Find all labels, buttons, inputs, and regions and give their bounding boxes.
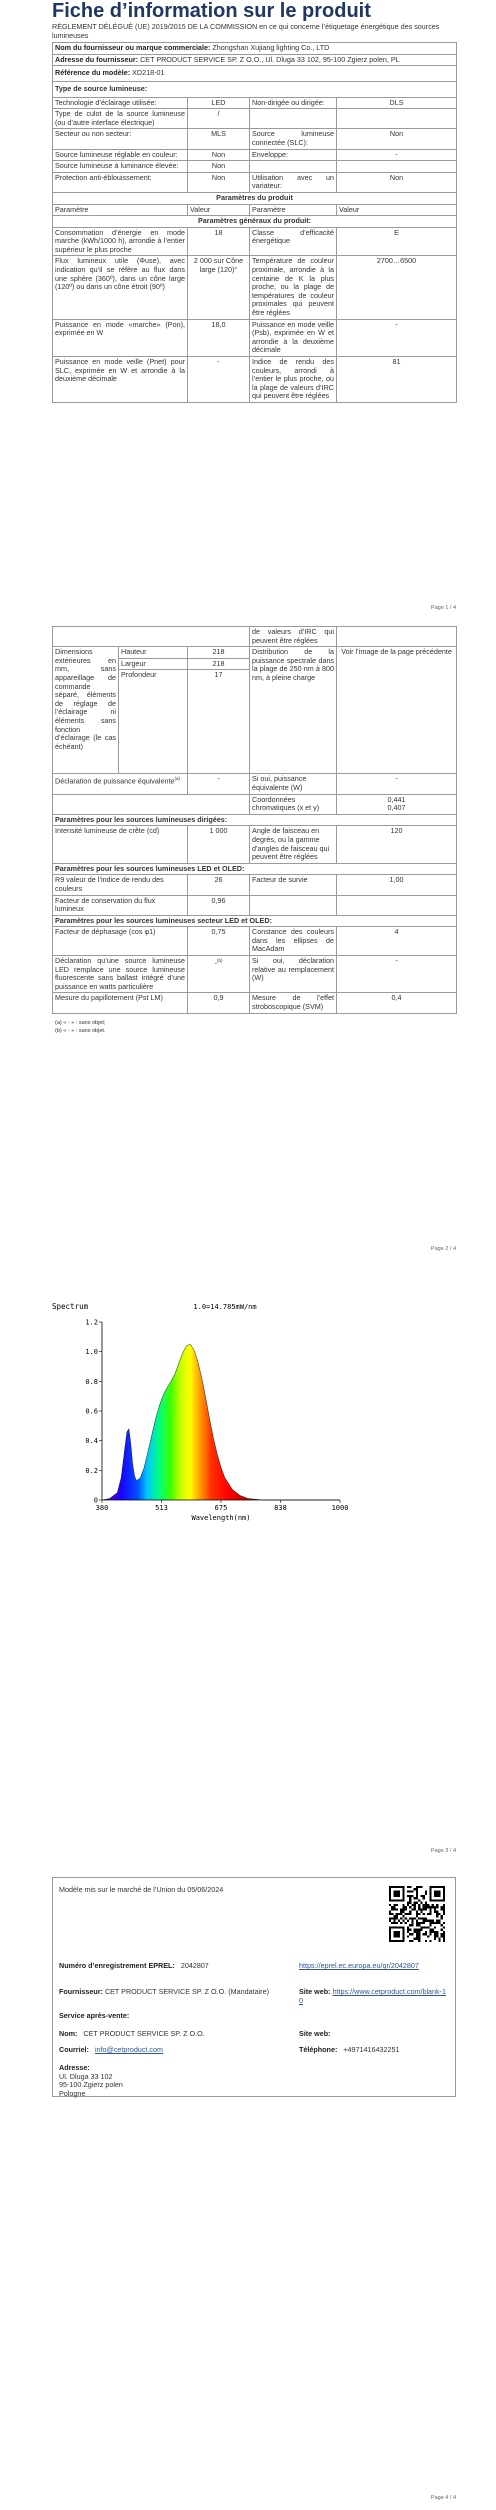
mains-params-header: Paramètres pour les sources lumineuses secteur LED et OLED: <box>53 915 457 927</box>
flicker-row: Mesure du papillotement (Pst LM) 0,9 Mesure de l’effet stroboscopique (SVM) 0,4 <box>53 993 457 1013</box>
service-name: CET PRODUCT SERVICE SP. Z O.O. <box>83 2029 205 2038</box>
light-source-type-rows <box>53 97 457 192</box>
x-tick-label: 1000 <box>331 1504 349 1512</box>
footnote-b: (b) « - » : sans objet. <box>55 1027 106 1034</box>
light-source-type-row: Source lumineuse réglable en couleur: Non Enveloppe: - <box>53 149 457 161</box>
service-name-line: Nom: CET PRODUCT SERVICE SP. Z O.O. <box>59 2029 205 2038</box>
footnotes <box>55 1019 496 1035</box>
supplier-value: CET PRODUCT SERVICE SP. Z O.O. (Mandataire) <box>104 1987 269 1996</box>
height-value: 218 <box>188 647 250 659</box>
x-tick-label: 838 <box>274 1504 287 1512</box>
depth-value: 17 <box>188 670 250 774</box>
phone-line: Téléphone: +4971416432251 <box>299 2045 400 2054</box>
y-tick-label: 0.2 <box>85 1466 98 1475</box>
x-tick-label: 675 <box>214 1504 228 1512</box>
y-tick-label: 1.0 <box>85 1348 98 1357</box>
info-box <box>52 1877 456 2097</box>
page-number: Page 2 / 4 <box>430 1246 456 1252</box>
flux-maintenance-row: Facteur de conservation du flux lumineux 0,96 <box>53 895 457 915</box>
led-params-header: Paramètres pour les sources lumineuses LED et OLED: <box>53 863 457 875</box>
footnote-a: (a) « - » : sans objet; <box>55 1019 106 1026</box>
x-tick-label: 513 <box>155 1504 168 1512</box>
dimensions-label: Dimensions extérieures en mm, sans appareillage de commande séparé, éléments de réglage de l’éclairage ni éléments sans fonction d’éclairage (le cas échéant) <box>53 647 119 774</box>
product-param-row: Puissance en mode «marche» (Pon), exprimée en W 18,0 Puissance en mode veille (Psb), exprimée en W et arrondie à la deuxième décimale - <box>53 319 457 356</box>
light-source-type-header: Type de source lumineuse: <box>53 81 457 97</box>
supplier-name: Zhongshan Xujiang lighting Co., LTD <box>212 43 330 53</box>
service-header: Service après-vente: <box>59 2011 130 2020</box>
displacement-factor-row: Facteur de déphasage (cos φ1) 0,75 Constance des couleurs dans les ellipses de MacAdam 4 <box>53 927 457 956</box>
light-source-type-row: Type de culot de la source lumineuse (ou d’autre interface électrique) / <box>53 109 457 129</box>
market-date: Modèle mis sur le marché de l’Union du 05/06/2024 <box>59 1885 224 1894</box>
spectral-distribution-label: Distribution de la puissance spectrale dans la plage de 250 nm à 800 nm, à pleine charge <box>250 647 337 774</box>
qr-code-icon <box>389 1886 445 1942</box>
phone-value: +4971416432251 <box>343 2045 400 2054</box>
website-link[interactable]: https://www.cetproduct.com/blank-10 <box>299 1987 447 2005</box>
supplier-address: CET PRODUCT SERVICE SP. Z O.O., Ul. Dluga 33 102, 95-100 Zgierz polen, PL <box>140 54 400 64</box>
eprel-link[interactable]: https://eprel.ec.europa.eu/qr/2042807 <box>299 1961 419 1970</box>
general-params-header: Paramètres généraux du produit: <box>53 216 457 228</box>
y-tick-label: 1.2 <box>85 1318 98 1327</box>
equivalent-power-row: Déclaration de puissance équivalente$^{(a)}$ - Si oui, puissance équivalente (W) - <box>53 774 457 794</box>
page-title: Fiche d’information sur le produit <box>52 0 371 22</box>
r9-row: R9 valeur de l’indice de rendu des couleurs 26 Facteur de survie 1,00 <box>53 875 457 895</box>
product-params-header: Paramètres du produit <box>53 192 457 204</box>
product-param-row: Flux lumineux utile (Φuse), avec indication qu’il se réfère au flux dans une sphère (360º), dans un cône large (120º) ou dans un cône étroit (90º) 2 000 sur Cône large (120)° Température de couleur proximale, arrondie à la centaine de K la plus proche, ou la plage de températures de couleur proximales qui peuvent être réglées 2700…6500 <box>53 256 457 319</box>
email-link[interactable]: info@cetproduct.com <box>94 2045 163 2054</box>
chart-annotation: 1.0=14.785mW/nm <box>193 1303 257 1311</box>
spectrum-chart <box>40 1300 380 1530</box>
params-table-continued: de valeurs d’IRC qui peuvent être réglées Dimensions extérieures en mm, sans appareillage de commande séparé, éléments de réglage de l’éclairage ni éléments sans fonction d’éclairage (le cas échéant) Hauteur 218 Distribution de la puissance spectrale dans la plage de 250 nm à 800 nm, à pleine charge Voir l’image de la page précédente Largeur 218 Profondeur 17 Déclaration de puissance équivalente$^{(a)}$ - Si oui, puissance équivalente (W) - Coordonnées chromatiques (x et y) 0,441 0,407 Paramètres pour les sources lumineuses dirigées: Intensité lumineuse de crête (cd) 1 000 Angle de faisceau en degrés, ou la gamme d’angles de faisceau qui peuvent être réglées 120 Paramètres pour les sources lumineuses LED et OLED: R9 valeur de l’indice de rendu des couleurs 26 Facteur de survie 1,00 Facteur de conservation du flux lumineux 0,96 Paramètres pour les sources lumineuses secteur LED et OLED: Facteur de déphasage (cos φ1) 0,75 Constance des couleurs dans les ellipses de MacAdam 4 Déclaration qu’une source lumineuse LED remplace une source lumineuse fluorescente sans ballast intégré d’une puissance en watts particulière -$^{(b)}$ Si oui, déclaration relative au remplacement (W) - Mesure du papillotement (Pst LM) 0,9 Mesure de l’effet stroboscopique (SVM) 0,4 <box>52 626 457 1014</box>
light-source-type-row: Secteur ou non secteur: MLS Source lumineuse connectée (SLC): Non <box>53 129 457 149</box>
address-block: Adresse: Ul. Dluga 33 102 95-100 Zgierz polen Pologne <box>59 2063 123 2098</box>
page-number: Page 4 / 4 <box>430 2495 456 2501</box>
model-reference: XD218-01 <box>132 68 165 78</box>
cri-continued-row: de valeurs d’IRC qui peuvent être réglées <box>53 627 457 647</box>
spectral-distribution-value: Voir l’image de la page précédente <box>337 647 457 774</box>
y-tick-label: 0.4 <box>85 1437 98 1446</box>
y-tick-label: 0 <box>93 1496 98 1505</box>
y-tick-label: 0.6 <box>85 1407 98 1416</box>
general-params-rows <box>53 227 457 402</box>
eprel-line: Numéro d’enregistrement EPREL: 2042807 <box>59 1961 209 1970</box>
light-source-type-row: Source lumineuse à luminance élevée: Non <box>53 161 457 173</box>
page-number: Page 1 / 4 <box>430 605 456 611</box>
light-source-type-row: Technologie d’éclairage utilisée: LED Non-dirigée ou dirigée: DLS <box>53 97 457 109</box>
spectrum-area <box>102 1344 340 1500</box>
x-axis-label: Wavelength(nm) <box>191 1514 251 1522</box>
peak-intensity-row: Intensité lumineuse de crête (cd) 1 000 Angle de faisceau en degrés, ou la gamme d’angles de faisceau qui peuvent être réglées 120 <box>53 826 457 863</box>
width-value: 218 <box>188 658 250 670</box>
supplier-line: Fournisseur: CET PRODUCT SERVICE SP. Z O.O. (Mandataire) <box>59 1987 269 1996</box>
supplier-table: Nom du fournisseur ou marque commerciale: Zhongshan Xujiang lighting Co., LTD Adresse du fournisseur: CET PRODUCT SERVICE SP. Z O.O., Ul. Dluga 33 102, 95-100 Zgierz polen, PL Référence du modèle: XD218-01 Type de source lumineuse: Technologie d’éclairage utilisée: LED Non-dirigée ou dirigée: DLS Type de culot de la source lumineuse (ou d’autre interface électrique) / Secteur ou non secteur: MLS Source lumineuse connectée (SLC): Non Source lumineuse réglable en couleur: Non Enveloppe: - Source lumineuse à luminance élevée: Non Protection anti-éblouissement: Non Utilisation avec un variateur: Non Paramètres du produit Paramètre Valeur Paramètre Valeur Paramètres généraux du produit: Consommation d’énergie en mode marche (kWh/1000 h), arrondie à l’entier supérieur le plus proche 18 Classe d’efficacité énergétique E Flux lumineux utile (Φuse), avec indication qu’il se réfère au flux dans une sphère (360º), dans un cône large (120º) ou dans un cône étroit (90º) 2 000 sur Cône large (120)° Température de couleur proximale, arrondie à la centaine de K la plus proche, ou la plage de températures de couleur proximales qui peuvent être réglées 2700…6500 Puissance en mode «marche» (Pon), exprimée en W 18,0 Puissance en mode veille (Psb), exprimée en W et arrondie à la deuxième décimale - Puissance en mode veille (Pnet) pour SLC, exprimée en W et arrondie à la deuxième décimale - Indice de rendu des couleurs, arrondi à l’entier le plus proche, ou la plage de valeurs d’IRC qui peuvent être réglées 81 <box>52 42 457 403</box>
email-line: Courriel: info@cetproduct.com <box>59 2045 163 2054</box>
x-tick-label: 380 <box>95 1504 109 1512</box>
dimensions-row: Dimensions extérieures en mm, sans appareillage de commande séparé, éléments de réglage de l’éclairage ni éléments sans fonction d’éclairage (le cas échéant) Hauteur 218 Distribution de la puissance spectrale dans la plage de 250 nm à 800 nm, à pleine charge Voir l’image de la page précédente <box>53 647 457 659</box>
light-source-type-row: Protection anti-éblouissement: Non Utilisation avec un variateur: Non <box>53 172 457 192</box>
page-number: Page 3 / 4 <box>430 1848 456 1854</box>
eprel-number: 2042807 <box>180 1961 209 1970</box>
chromaticity-value: 0,441 0,407 <box>337 794 457 814</box>
y-tick-label: 0.8 <box>85 1377 98 1386</box>
page-2 <box>0 626 496 1252</box>
column-headers: Paramètre Valeur Paramètre Valeur <box>53 204 457 216</box>
replacement-row: Déclaration qu’une source lumineuse LED remplace une source lumineuse fluorescente sans ballast intégré d’une puissance en watts particulière -$^{(b)}$ Si oui, déclaration relative au remplacement (W) - <box>53 956 457 993</box>
directed-params-header: Paramètres pour les sources lumineuses dirigées: <box>53 814 457 826</box>
regulation-text: RÈGLEMENT DÉLÉGUÉ (UE) 2019/2015 DE LA COMMISSION en ce qui concerne l’étiquetage énergétique des sources lumineuses <box>52 22 440 40</box>
product-param-row: Consommation d’énergie en mode marche (kWh/1000 h), arrondie à l’entier supérieur le plus proche 18 Classe d’efficacité énergétique E <box>53 227 457 256</box>
product-param-row: Puissance en mode veille (Pnet) pour SLC, exprimée en W et arrondie à la deuxième décimale - Indice de rendu des couleurs, arrondi à l’entier le plus proche, ou la plage de valeurs d’IRC qui peuvent être réglées 81 <box>53 357 457 403</box>
website-line: Site web: https://www.cetproduct.com/blank-10 <box>299 1987 447 2005</box>
service-web-label: Site web: <box>299 2029 331 2038</box>
chart-title: Spectrum <box>52 1302 89 1311</box>
page-1 <box>0 0 496 611</box>
chromaticity-row: Coordonnées chromatiques (x et y) 0,441 0,407 <box>53 794 457 814</box>
